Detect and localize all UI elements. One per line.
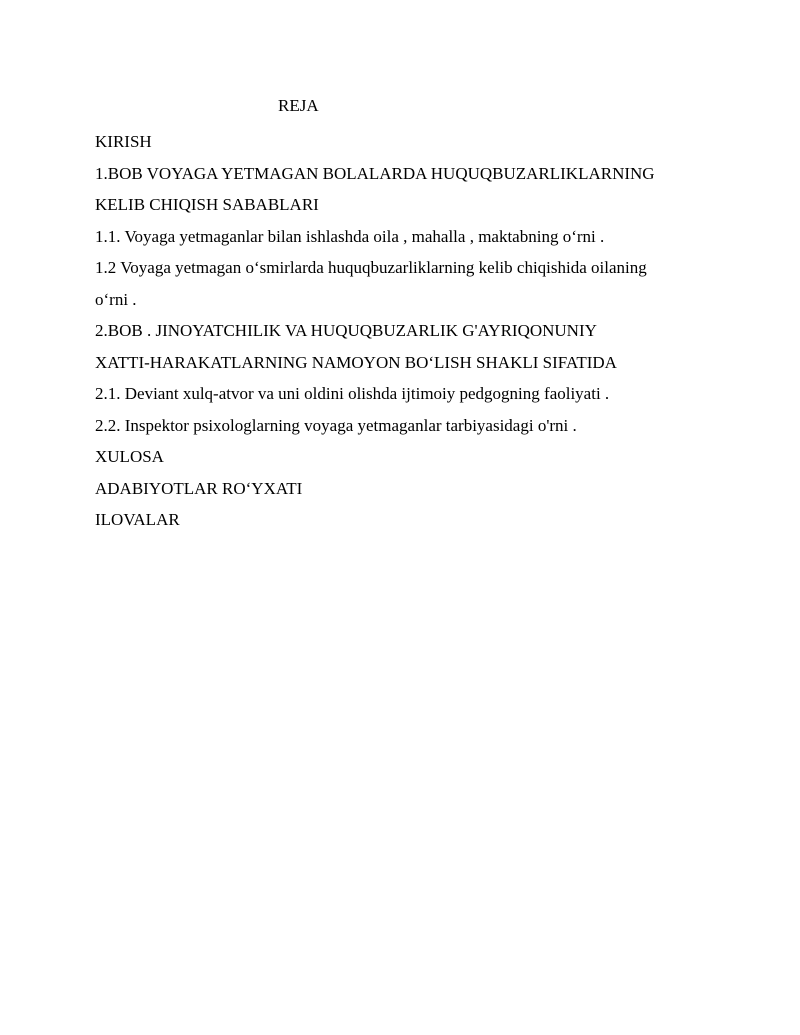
toc-line-section-1-1: 1.1. Voyaga yetmaganlar bilan ishlashda oila , mahalla , maktabning o‘rni . — [95, 226, 605, 246]
toc-line-appendices: ILOVALAR — [95, 510, 180, 529]
toc-line-section-2-1: 2.1. Deviant xulq-atvor va uni oldini olishda ijtimoiy pedgogning faoliyati . — [95, 384, 610, 403]
toc-line-conclusion: XULOSA — [95, 447, 164, 466]
table-of-contents — [95, 126, 715, 536]
toc-line-section-2-2: 2.2. Inspektor psixologlarning voyaga yetmaganlar tarbiyasidagi o'rni . — [95, 415, 577, 435]
toc-line-chapter-2-title-part-2: XATTI-HARAKATLARNING NAMOYON BO‘LISH SHAKLI SIFATIDA — [95, 352, 617, 372]
toc-line-introduction: KIRISH — [95, 132, 152, 151]
toc-line-chapter-2-title-part-1: 2.BOB . JINOYATCHILIK VA HUQUQBUZARLIK G'AYRIQONUNIY — [95, 321, 597, 340]
toc-line-chapter-1-title-part-1: 1.BOB VOYAGA YETMAGAN BOLALARDA HUQUQBUZARLIKLARNING — [95, 163, 655, 183]
toc-line-section-1-2-part-1: 1.2 Voyaga yetmagan o‘smirlarda huquqbuzarliklarning kelib chiqishida oilaning — [95, 258, 647, 277]
page-title: REJA — [278, 96, 319, 115]
toc-line-bibliography: ADABIYOTLAR RO‘YXATI — [95, 478, 303, 498]
toc-line-section-1-2-part-2: o‘rni . — [95, 289, 137, 309]
toc-line-chapter-1-title-part-2: KELIB CHIQISH SABABLARI — [95, 195, 319, 214]
